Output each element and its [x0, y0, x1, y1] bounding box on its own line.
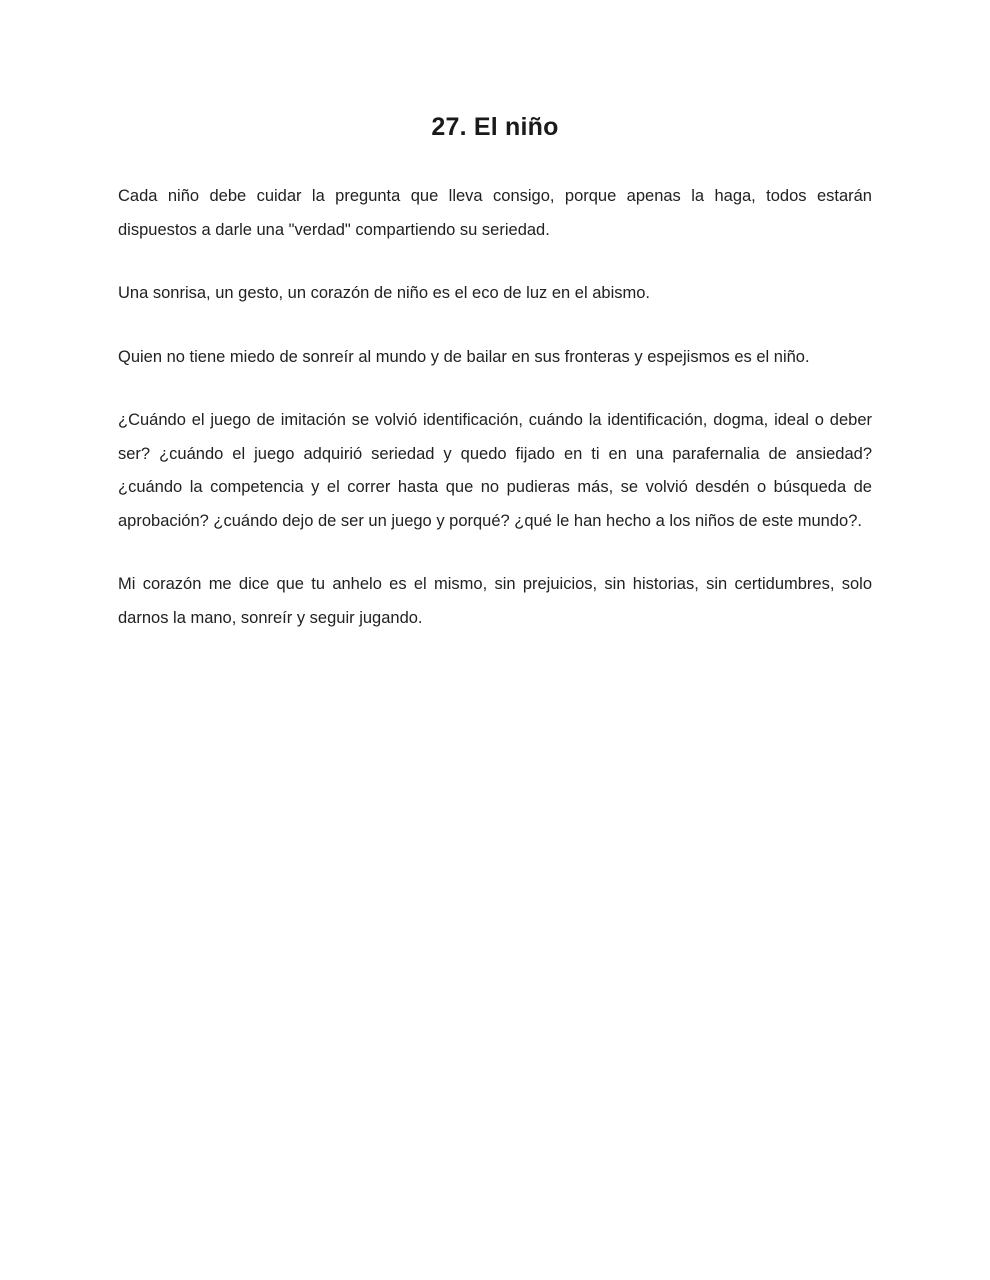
paragraph-3: Quien no tiene miedo de sonreír al mundo y de bailar en sus fronteras y espejismos es el niño.	[118, 347, 810, 366]
paragraph-2: Una sonrisa, un gesto, un corazón de niño es el eco de luz en el abismo.	[118, 284, 650, 302]
page-title: 27. El niño	[431, 113, 559, 141]
paragraph-5: Mi corazón me dice que tu anhelo es el mismo, sin prejuicios, sin historias, sin certidumbres, solo darnos la mano, sonreír y seguir jugando.	[118, 575, 872, 627]
paragraph-4: ¿Cuándo el juego de imitación se volvió identificación, cuándo la identificación, dogma, ideal o deber ser? ¿cuándo el juego adquirió seriedad y quedo fijado en ti en una parafernalia de ansiedad? ¿cuándo la competencia y el correr hasta que no pudieras más, se volvió desdén o búsqueda de aprobación? ¿cuándo dejo de ser un juego y porqué? ¿qué le han hecho a los niños de este mundo?.	[118, 411, 872, 530]
paragraph-1: Cada niño debe cuidar la pregunta que lleva consigo, porque apenas la haga, todos estarán dispuestos a darle una "verdad" compartiendo su seriedad.	[118, 187, 872, 239]
